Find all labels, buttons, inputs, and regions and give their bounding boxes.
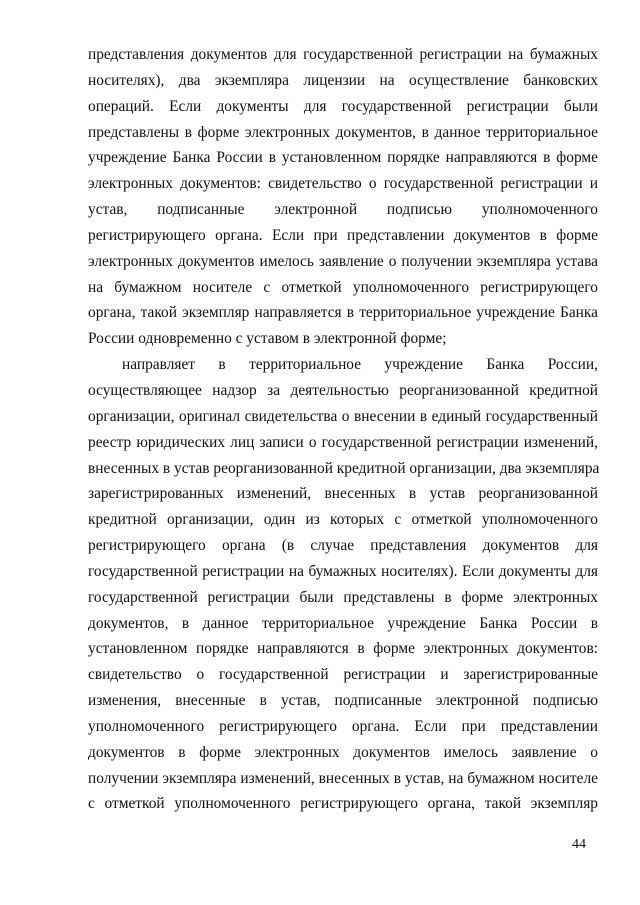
text-line: операций. Если документы для государственной регистрации были (88, 97, 598, 115)
text-line: свидетельство о государственной регистрации и зарегистрированные (88, 666, 598, 684)
text-line: установленном порядке направляются в форме электронных документов: (88, 640, 598, 658)
text-line: реестр юридических лиц записи о государственной регистрации изменений, (88, 433, 598, 451)
document-page (88, 42, 598, 817)
page-number: 44 (572, 837, 586, 852)
text-line: государственной регистрации были представлены в форме электронных (88, 588, 598, 606)
text-line: осуществляющее надзор за деятельностью реорганизованной кредитной (88, 381, 598, 399)
text-line: направляет в территориальное учреждение Банка России, (122, 356, 598, 374)
text-line: представлены в форме электронных документов, в данное территориальное (88, 123, 598, 141)
text-line: документов, в данное территориальное учреждение Банка России в (88, 614, 598, 632)
text-line: изменения, внесенные в устав, подписанные электронной подписью (88, 692, 598, 710)
text-line: организации, оригинал свидетельства о внесении в единый государственный (88, 407, 598, 425)
text-line: регистрирующего органа (в случае представления документов для (88, 537, 598, 555)
text-line: уполномоченного регистрирующего органа. Если при представлении (88, 717, 598, 735)
text-line: кредитной организации, один из которых с отметкой уполномоченного (88, 511, 598, 529)
text-line: получении экземпляра изменений, внесенных в устав, на бумажном носителе (88, 769, 598, 787)
text-line: учреждение Банка России в установленном порядке направляются в форме (88, 149, 598, 167)
text-line: России одновременно с уставом в электронной форме; (88, 330, 447, 348)
text-line: носителях), два экземпляра лицензии на осуществление банковских (88, 71, 598, 89)
text-line: государственной регистрации на бумажных носителях). Если документы для (88, 562, 598, 580)
text-line: на бумажном носителе с отметкой уполномоченного регистрирующего (88, 278, 598, 296)
text-line: электронных документов имелось заявление о получении экземпляра устава (88, 252, 598, 270)
text-line: регистрирующего органа. Если при представлении документов в форме (88, 226, 598, 244)
text-line: с отметкой уполномоченного регистрирующего органа, такой экземпляр (88, 795, 598, 813)
text-line: органа, такой экземпляр направляется в территориальное учреждение Банка (88, 304, 598, 322)
text-line: устав, подписанные электронной подписью уполномоченного (88, 201, 598, 219)
text-line: зарегистрированных изменений, внесенных в устав реорганизованной (88, 485, 598, 503)
text-line: внесенных в устав реорганизованной кредитной организации, два экземпляра (88, 459, 600, 477)
text-line: документов в форме электронных документов имелось заявление о (88, 743, 598, 761)
text-line: представления документов для государственной регистрации на бумажных (88, 46, 598, 63)
text-line: электронных документов: свидетельство о государственной регистрации и (88, 175, 598, 193)
